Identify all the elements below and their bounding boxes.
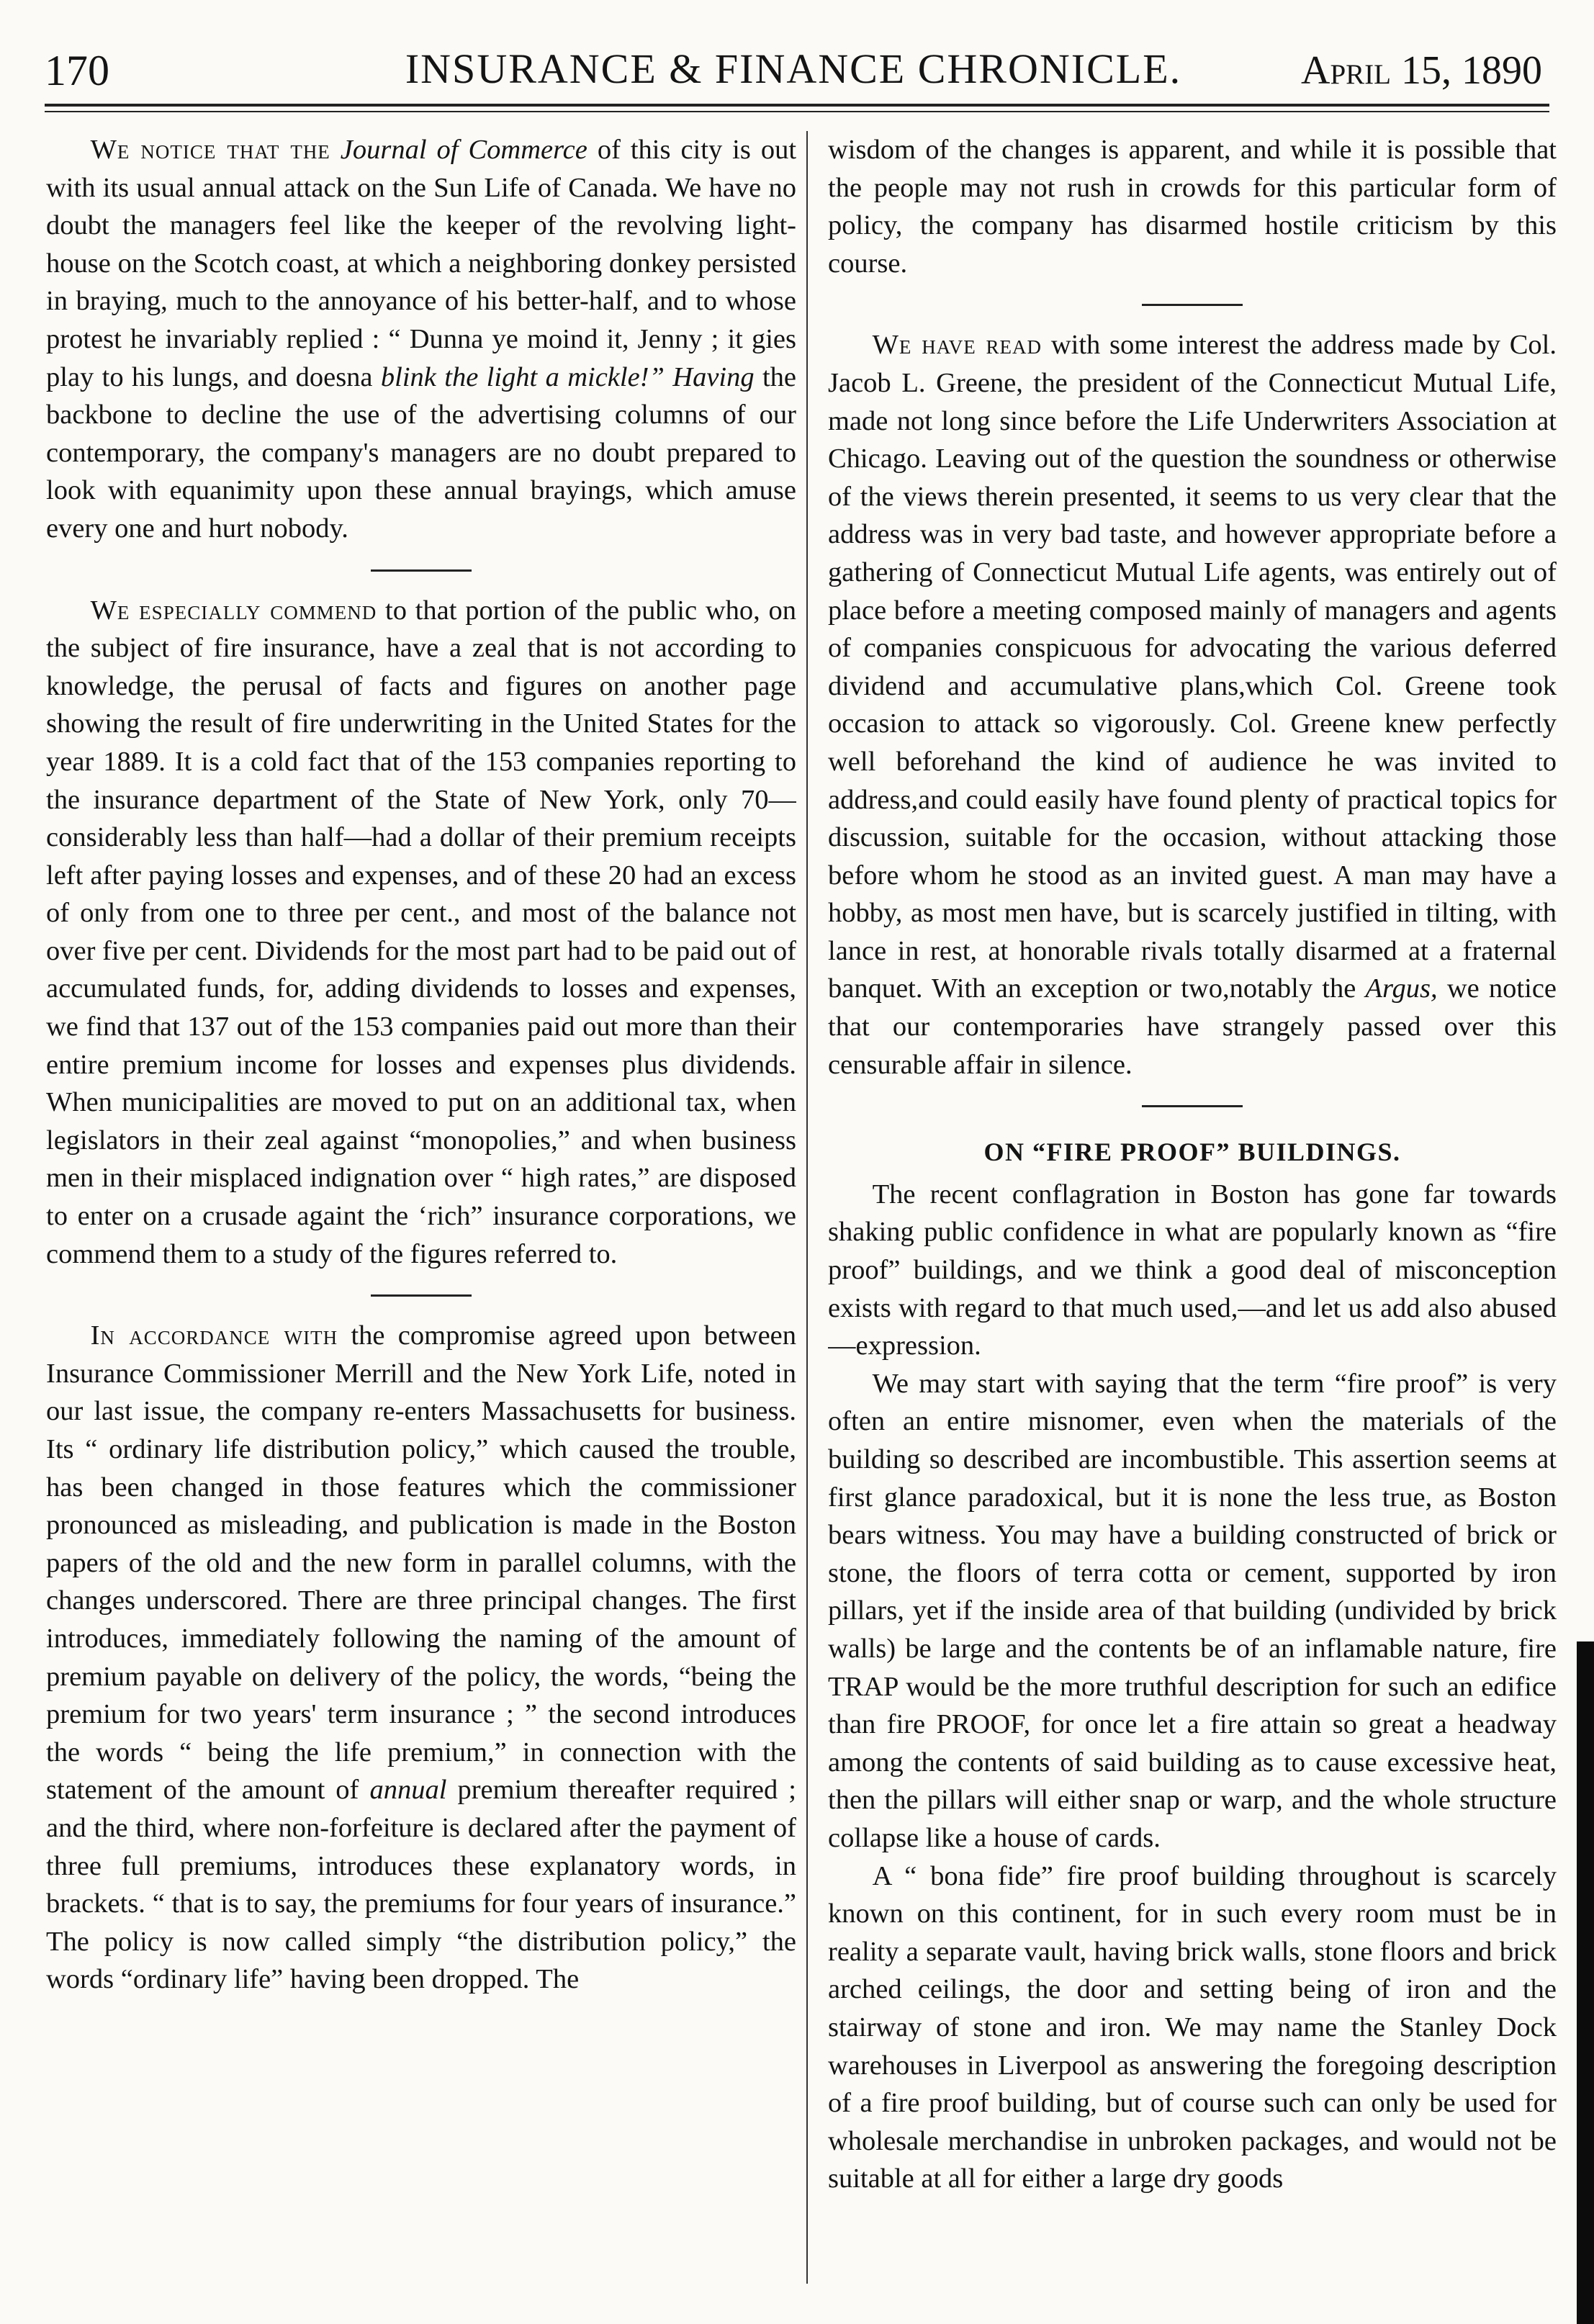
article-journal-of-commerce (46, 131, 796, 548)
article-new-york-life-continued: wisdom of the changes is apparent, and while it is possible that the people may not rush in crowds for this particular form of policy, the company has disarmed hostile criticism by this course. (828, 135, 1557, 279)
section-divider (1142, 304, 1243, 306)
article-lead: We especially commend (90, 595, 377, 626)
article-new-york-life (46, 1317, 796, 1999)
paragraph: A “ bona fide” fire proof building throughout is scarcely known on this continent, for in such every room must be in reality a separate vault, having brick walls, stone floors and brick arched ceilings, the door and setting being of iron and the stairway of stone and iron. We may name the Stanley Dock warehouses in Liverpool as answering the foregoing description of a fire proof building, but of course such can only be used for wholesale merchandise in unbroken packages, and would not be suitable at all for either a large dry goods (828, 1860, 1557, 2194)
right-column (828, 131, 1557, 2284)
article-text: we notice that our contemporaries have strangely passed over this censurable affair in silence. (828, 973, 1557, 1080)
italic-quote: blink the light a mickle!” Having (380, 361, 755, 392)
article-text: premium thereafter required ; and the third, where non-forfeiture is declared after the payment of three full premiums, introduces these explanatory words, in brackets. “ that is to say, the premiums for four years of insurance.” The policy is now called simply “the distribution policy,” the words “ordinary life” having been dropped. The (46, 1775, 796, 1995)
paragraph: We may start with saying that the term “fire proof” is very often an entire misnomer, even when the materials of the building so described are incombustible. This assertion seems at first glance paradoxical, but it is none the less true, as Boston bears witness. You may have a building constructed of brick or stone, the floors of terra cotta or cement, supported by iron pillars, yet if the inside area of that building (undivided by brick walls) be large and the contents be of an inflamable nature, fire TRAP would be the more truthful description for such an edifice than fire PROOF, for once let a fire attain so great a headway among the contents of said building as to cause excessive heat, then the pillars will either snap or warp, and the whole structure collapse like a house of cards. (828, 1368, 1557, 1853)
italic-title: Journal of Commerce (340, 135, 587, 165)
paragraph: The recent conflagration in Boston has gone far towards shaking public confidence in what are popularly known as “fire proof” buildings, and we think a good deal of misconception exists with regard to that much used,—and let us add also abused—expression. (828, 1179, 1557, 1361)
page-header (45, 40, 1542, 101)
column-divider (806, 131, 808, 2284)
article-text: with some interest the address made by Col. Jacob L. Greene, the president of the Connecticut Mutual Life, made not long since before the Life Underwriters Association at Chicago. Leaving out of the question the soundness or otherwise of the views therein presented, it seems to us very clear that the address was in very bad taste, and however appropriate before a gathering of Connecticut Mutual Life agents, was entirely out of place before a meeting composed mainly of managers and agents of companies conspicuous for advocating the various deferred dividend and accumulative plans,which Col. Greene took occasion to attack so vigorously. Col. Greene knew perfectly well beforehand the kind of audience he was invited to address,and could easily have found plenty of practical topics for discussion, suitable for the occasion, without attacking those before whom he stood as an invited guest. A man may have a hobby, as most men have, but is scarcely justified in tilting, with lance in rest, at honorable rivals totally disarmed at a fraternal banquet. With an exception or two,notably the (828, 330, 1557, 1004)
article-col-greene (828, 326, 1557, 1084)
article-lead: We notice that the (90, 135, 330, 165)
article-text: of this city is out with its usual annual attack on the Sun Life of Canada. We have no doubt the managers feel like the keeper of the revolving light-house on the Scotch coast, at which a neighboring donkey persisted in braying, much to the annoyance of his better-half, and to whose protest he invariably replied : “ Dunna ye moind it, Jenny ; it gies play to his lungs, and doesna (46, 135, 796, 392)
section-divider (1142, 1105, 1243, 1107)
issue-date: April 15, 1890 (1301, 48, 1542, 93)
italic-word: annual (369, 1775, 447, 1806)
section-heading: ON “FIRE PROOF” BUILDINGS. (983, 1138, 1401, 1167)
article-fire-underwriting (46, 592, 796, 1274)
left-column (46, 131, 796, 2284)
header-rule-thin (45, 111, 1549, 112)
scan-edge-shadow (1577, 1641, 1594, 2324)
italic-title: Argus, (1365, 973, 1438, 1004)
article-text: the compromise agreed upon between Insurance Commissioner Merrill and the New York Life, noted in our last issue, the company re-enters Massachusetts for business. Its “ ordinary life distribution policy,” which caused the trouble, has been changed in those features which the commissioner pronounced as misleading, and publication is made in the Boston papers of the old and the new form in parallel columns, with the changes underscored. There are three principal changes. The first introduces, immediately following the naming of the amount of premium payable on delivery of the policy, the words, “being the premium for two years' term insurance ; ” the second introduces the words “ being the life premium,” in connection with the statement of the amount of (46, 1320, 796, 1806)
article-text: the backbone to decline the use of the advertising columns of our contemporary, the company's managers are no doubt prepared to look with equanimity upon these annual brayings, which amuse every one and hurt nobody. (46, 361, 796, 544)
publication-title: INSURANCE & FINANCE CHRONICLE. (405, 45, 1182, 92)
article-lead: We have read (872, 330, 1043, 361)
section-divider (371, 1294, 472, 1297)
article-text: to that portion of the public who, on the subject of fire insurance, have a zeal that is not according to knowledge, the perusal of facts and figures on another page showing the result of fire underwriting in the United States for the year 1889. It is a cold fact that of the 153 companies reporting to the insurance department of the State of New York, only 70—considerably less than half—had a dollar of their premium receipts left after paying losses and expenses, and of these 20 had an excess of only from one to three per cent., and most of the balance not over five per cent. Dividends for the most part had to be paid out of accumulated funds, for, adding dividends to losses and expenses, we find that 137 out of the 153 companies paid out more than their entire premium income for losses and expenses plus dividends. When municipalities are moved to put on an additional tax, when legislators in their zeal against “monopolies,” and when business men in their misplaced indignation over “ high rates,” are disposed to enter on a crusade againt the ‘rich” insurance corporations, we commend them to a study of the figures referred to. (46, 595, 796, 1269)
header-rule-thick (45, 104, 1549, 107)
page-number: 170 (45, 47, 109, 94)
article-lead: In accordance with (90, 1320, 338, 1351)
section-divider (371, 569, 472, 572)
